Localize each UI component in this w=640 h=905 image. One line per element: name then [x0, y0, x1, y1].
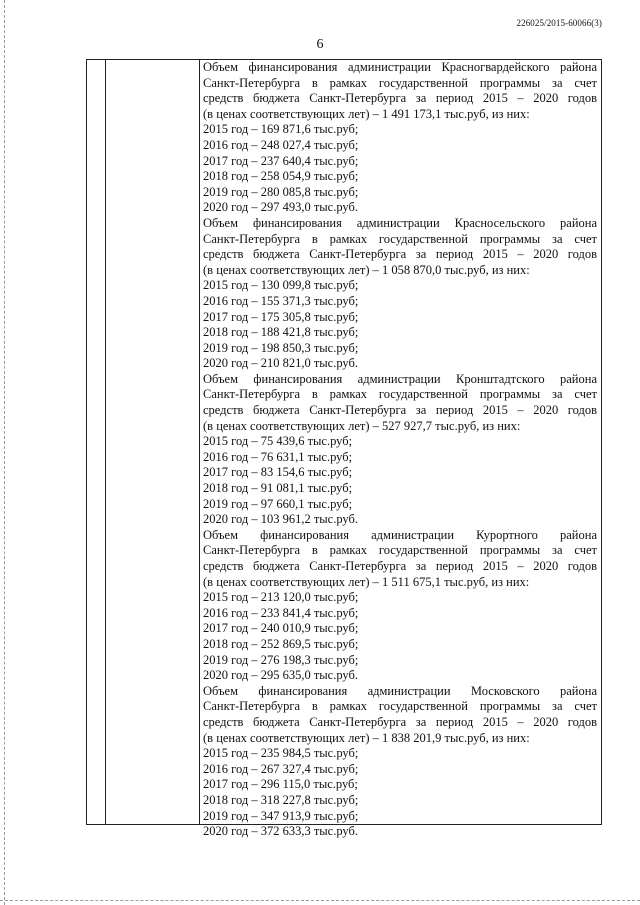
year-amount-line: 2019 год – 347 913,9 тыс.руб; — [203, 808, 359, 823]
year-amount-line: 2018 год – 318 227,8 тыс.руб; — [203, 792, 359, 807]
year-amount-line: 2018 год – 91 081,1 тыс.руб; — [203, 481, 353, 496]
funding-block — [203, 684, 597, 840]
year-amount-line: 2017 год – 240 010,9 тыс.руб; — [203, 621, 359, 636]
year-amount-line: 2016 год – 267 327,4 тыс.руб; — [203, 761, 359, 776]
year-amount-line: 2017 год – 296 115,0 тыс.руб; — [203, 777, 358, 792]
page-edge-bottom — [0, 900, 640, 901]
table-column-content — [203, 60, 597, 839]
paragraph-line: средств бюджета Санкт-Петербурга за период 2015 – 2020 годов — [203, 403, 597, 418]
year-amount-line: 2019 год – 97 660,1 тыс.руб; — [203, 496, 353, 511]
funding-block — [203, 216, 597, 372]
year-amount-line: 2015 год – 235 984,5 тыс.руб; — [203, 746, 359, 761]
year-amount-line: 2017 год – 83 154,6 тыс.руб; — [203, 465, 353, 480]
program-table — [86, 59, 602, 839]
year-amount-line: 2015 год – 213 120,0 тыс.руб; — [203, 590, 359, 605]
year-amount-line: 2018 год – 258 054,9 тыс.руб; — [203, 169, 359, 184]
paragraph-line: средств бюджета Санкт-Петербурга за период 2015 – 2020 годов — [203, 91, 597, 106]
page-edge-left — [4, 0, 5, 905]
year-amount-line: 2019 год – 198 850,3 тыс.руб; — [203, 340, 359, 355]
table-column-title — [105, 60, 200, 824]
year-amount-line: 2020 год – 297 493,0 тыс.руб. — [203, 200, 359, 215]
paragraph-line: средств бюджета Санкт-Петербурга за период 2015 – 2020 годов — [203, 559, 597, 573]
funding-block — [203, 528, 597, 684]
paragraph-line: Объем финансирования администрации Кронштадтского района — [203, 371, 597, 386]
year-amount-line: 2016 год – 76 631,1 тыс.руб; — [203, 449, 353, 464]
paragraph-line: Санкт-Петербурга в рамках государственной программы за счет — [203, 75, 597, 90]
paragraph-line-total: (в ценах соответствующих лет) – 527 927,7 тыс.руб, из них: — [203, 418, 521, 433]
funding-block — [203, 60, 597, 216]
year-amount-line: 2020 год – 372 633,3 тыс.руб. — [203, 824, 359, 839]
year-amount-line: 2015 год – 130 099,8 тыс.руб; — [203, 278, 359, 293]
paragraph-line-total: (в ценах соответствующих лет) – 1 511 675,1 тыс.руб, из них: — [203, 574, 530, 589]
year-amount-line: 2017 год – 175 305,8 тыс.руб; — [203, 309, 359, 324]
paragraph-line-total: (в ценах соответствующих лет) – 1 838 201,9 тыс.руб, из них: — [203, 730, 530, 745]
year-amount-line: 2019 год – 276 198,3 тыс.руб; — [203, 652, 359, 667]
year-amount-line: 2019 год – 280 085,8 тыс.руб; — [203, 184, 359, 199]
paragraph-line: средств бюджета Санкт-Петербурга за период 2015 – 2020 годов — [203, 247, 597, 262]
year-amount-line: 2020 год – 103 961,2 тыс.руб. — [203, 512, 359, 527]
paragraph-line: Санкт-Петербурга в рамках государственной программы за счет — [203, 387, 597, 402]
year-amount-line: 2016 год – 248 027,4 тыс.руб; — [203, 137, 359, 152]
table-column-number — [87, 60, 106, 824]
paragraph-line: Объем финансирования администрации Красносельского района — [203, 215, 597, 230]
paragraph-line-total: (в ценах соответствующих лет) – 1 058 870,0 тыс.руб, из них: — [203, 262, 530, 277]
funding-block — [203, 372, 597, 528]
paragraph-line: Санкт-Петербурга в рамках государственной программы за счет — [203, 543, 597, 558]
year-amount-line: 2015 год – 169 871,6 тыс.руб; — [203, 122, 359, 137]
paragraph-line: Санкт-Петербурга в рамках государственной программы за счет — [203, 231, 597, 246]
paragraph-line: Санкт-Петербурга в рамках государственной программы за счет — [203, 699, 597, 714]
paragraph-line: Объем финансирования администрации Красногвардейского района — [203, 60, 597, 74]
paragraph-line: средств бюджета Санкт-Петербурга за период 2015 – 2020 годов — [203, 714, 597, 729]
page-number: 6 — [316, 37, 324, 52]
document-id: 226025/2015-60066(3) — [516, 18, 602, 28]
year-amount-line: 2016 год – 233 841,4 тыс.руб; — [203, 605, 359, 620]
year-amount-line: 2020 год – 210 821,0 тыс.руб. — [203, 356, 359, 371]
year-amount-line: 2018 год – 252 869,5 тыс.руб; — [203, 636, 359, 651]
year-amount-line: 2016 год – 155 371,3 тыс.руб; — [203, 293, 359, 308]
paragraph-line-total: (в ценах соответствующих лет) – 1 491 173,1 тыс.руб, из них: — [203, 106, 530, 121]
paragraph-line: Объем финансирования администрации Московского района — [203, 683, 597, 698]
year-amount-line: 2020 год – 295 635,0 тыс.руб. — [203, 668, 359, 683]
year-amount-line: 2017 год – 237 640,4 тыс.руб; — [203, 153, 359, 168]
year-amount-line: 2018 год – 188 421,8 тыс.руб; — [203, 325, 359, 340]
year-amount-line: 2015 год – 75 439,6 тыс.руб; — [203, 434, 353, 449]
paragraph-line: Объем финансирования администрации Курортного района — [203, 527, 597, 542]
